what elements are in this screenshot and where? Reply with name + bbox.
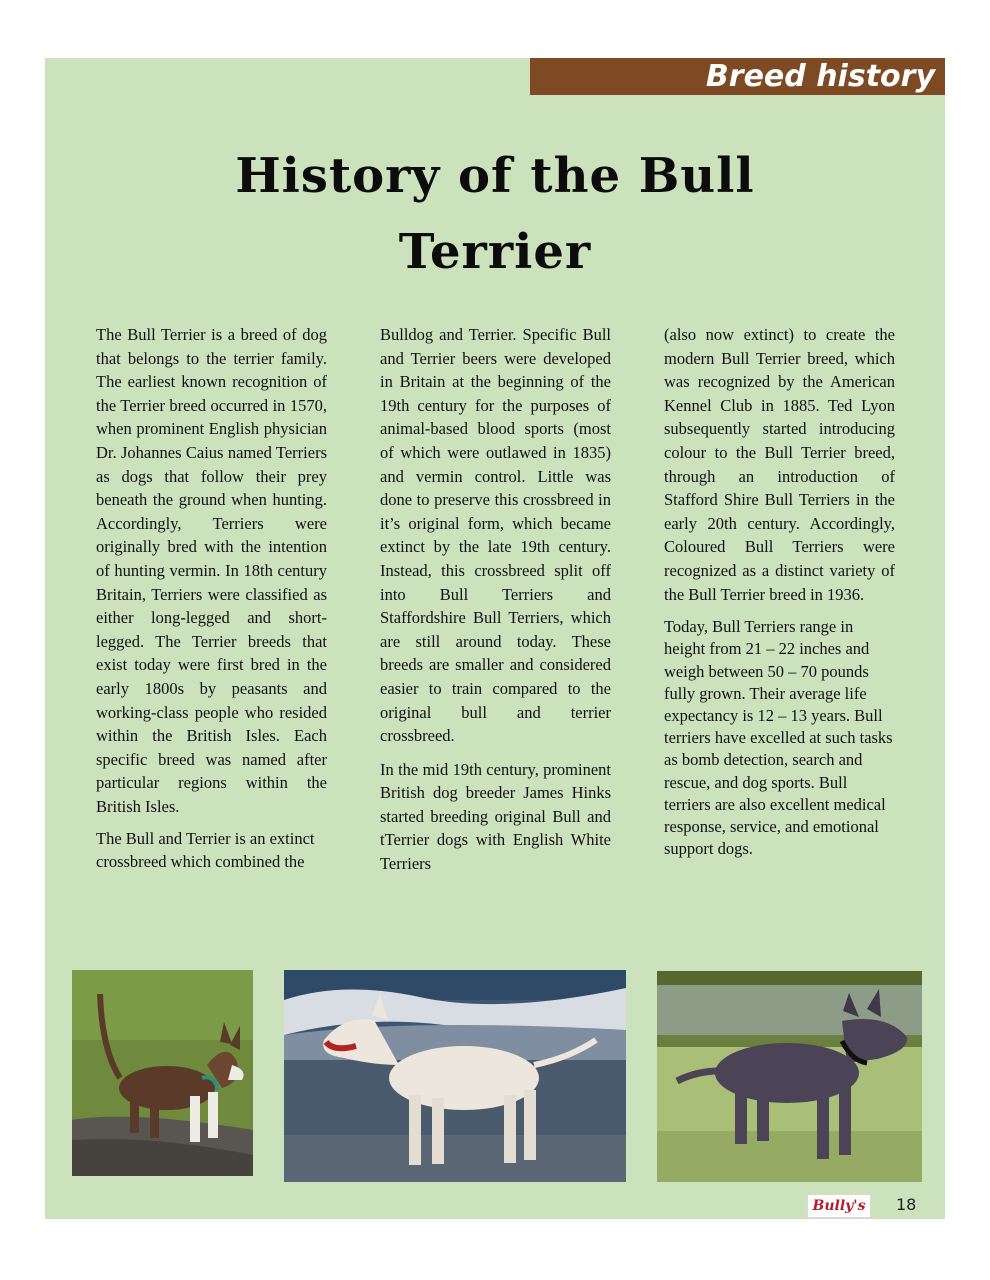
title-line-2: Terrier [398,224,592,280]
paragraph: Bulldog and Terrier. Specific Bull and Terrier beers were developed in Britain at the beginning of the 19th century for the purposes of animal-based blood sports (most of which were outlawed in 1835) and vermin control. Little was done to preserve this crossbreed in it’s original form, which became extinct by the late 19th century. Instead, this crossbreed split off into Bull Terriers and Staffordshire Bull Terriers, which are still around today. These breeds are smaller and considered easier to train compared to the original bull and terrier crossbreed. [380,325,611,746]
magazine-page [45,58,945,1219]
photo-brindle-puppy [72,970,253,1176]
text-column-3 [664,323,895,870]
paragraph: (also now extinct) to create the modern Bull Terrier breed, which was recognized by the American Kennel Club in 1885. Ted Lyon subsequently started introducing colour to the Bull Terrier breed, through an introduction of Stafford Shire Bull Terriers in the early 20th century. Accordingly, Coloured Bull Terriers were recognized as a distinct variety of the Bull Terrier breed in 1936. [664,325,895,604]
title-line-1: History of the Bull [235,148,755,204]
magazine-logo: Bully's [807,1194,871,1218]
photo-white-bull-terrier [284,970,626,1182]
article-title [45,138,945,290]
paragraph: In the mid 19th century, prominent British dog breeder James Hinks started breeding original Bull and tTerrier dogs with English White Terriers [380,759,611,874]
text-column-2 [380,323,611,886]
paragraph: The Bull and Terrier is an extinct crossbreed which combined the [96,829,315,871]
section-banner: Breed history [530,58,945,95]
text-column-1 [96,323,327,883]
photo-dark-brindle-bull-terrier [657,971,922,1182]
paragraph: Today, Bull Terriers range in height from 21 – 22 inches and weigh between 50 – 70 pounds fully grown. Their average life expectancy is 12 – 13 years. Bull terriers have excelled at such tasks as bomb detection, search and rescue, and dog sports. Bull terriers are also excellent medical response, service, and emotional support dogs. [664,617,893,859]
paragraph: The Bull Terrier is a breed of dog that belongs to the terrier family. The earliest known recognition of the Terrier breed occurred in 1570, when prominent English physician Dr. Johannes Caius named Terriers as dogs that follow their prey beneath the ground when hunting. Accordingly, Terriers were originally bred with the intention of hunting vermin. In 18th century Britain, Terriers were classified as either long-legged and short-legged. The Terrier breeds that exist today were first bred in the early 1800s by peasants and working-class people who resided within the British Isles. Each specific breed was named after particular regions within the British Isles. [96,325,327,816]
page-number: 18 [896,1195,917,1214]
